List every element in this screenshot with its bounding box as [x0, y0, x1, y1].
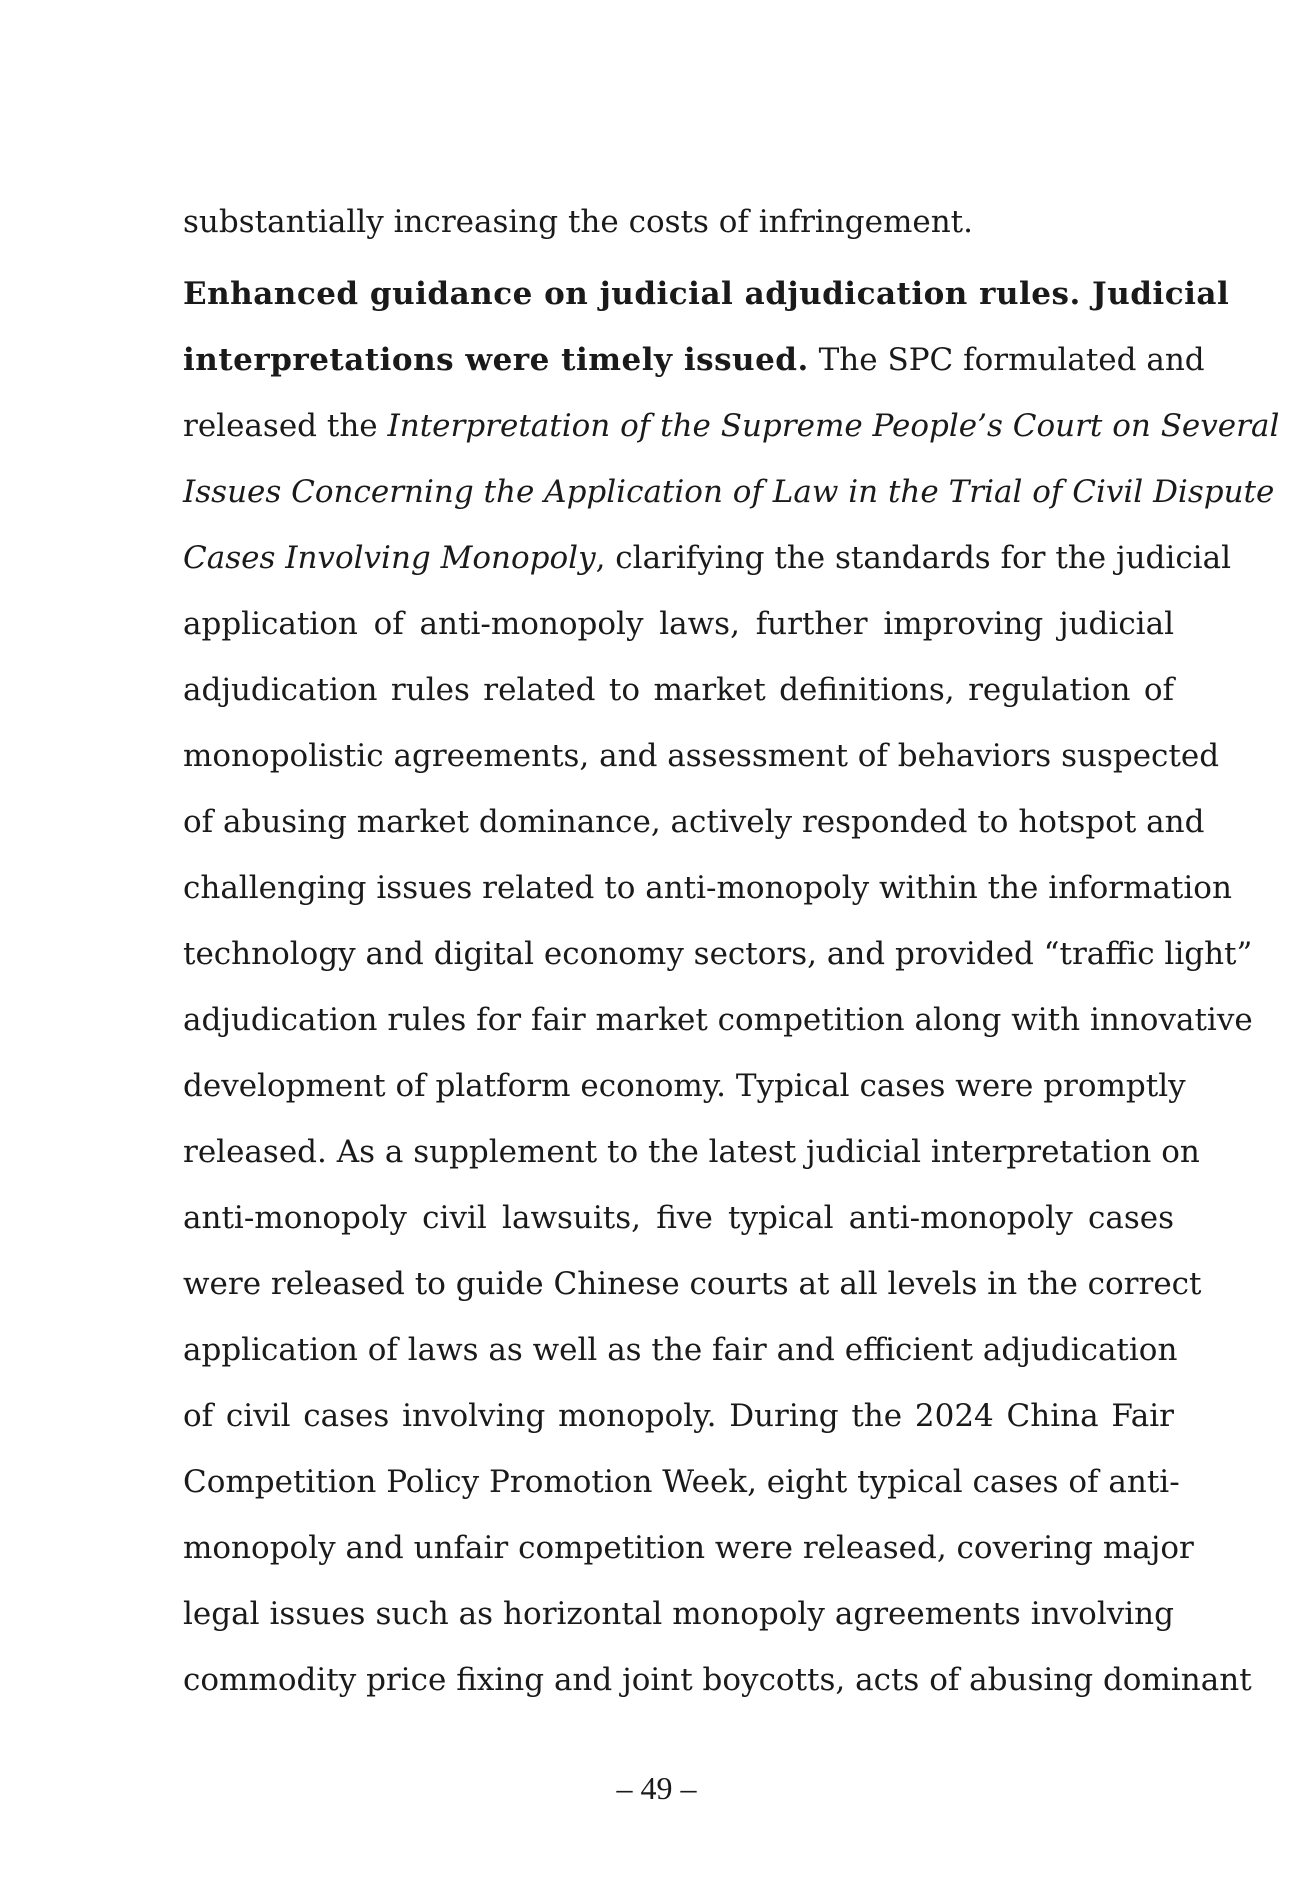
document-title-italic: Issues Concerning the Application of Law in the Trial of Civil Dispute	[183, 474, 1275, 510]
paragraph-line-14: released. As a supplement to the latest judicial interpretation on	[183, 1134, 1200, 1170]
heading-bold-2: interpretations were timely issued.	[183, 342, 809, 378]
paragraph-line-12: adjudication rules for fair market competition along with innovative	[183, 1002, 1253, 1038]
paragraph-line-1	[183, 267, 1230, 333]
heading-bold-1: Enhanced guidance on judicial adjudication rules. Judicial	[183, 276, 1230, 312]
paragraph-line-20: monopoly and unfair competition were released, covering major	[183, 1530, 1194, 1566]
document-title-italic: Interpretation of the Supreme People’s Court on Several	[387, 408, 1280, 444]
paragraph-line-17: application of laws as well as the fair and efficient adjudication	[183, 1332, 1178, 1368]
paragraph-line-8: monopolistic agreements, and assessment of behaviors suspected	[183, 738, 1220, 774]
paragraph-text: , clarifying the standards for the judicial	[595, 540, 1231, 576]
paragraph-line-21: legal issues such as horizontal monopoly agreements involving	[183, 1596, 1174, 1632]
paragraph-line-3	[183, 399, 1280, 465]
document-title-italic: Cases Involving Monopoly	[183, 540, 596, 576]
paragraph-line-22: commodity price fixing and joint boycotts, acts of abusing dominant	[183, 1662, 1252, 1698]
paragraph-line-5	[183, 531, 1231, 597]
paragraph-line-16: were released to guide Chinese courts at all levels in the correct	[183, 1266, 1202, 1302]
paragraph-line-18: of civil cases involving monopoly. During the 2024 China Fair	[183, 1398, 1174, 1434]
paragraph-line-19: Competition Policy Promotion Week, eight typical cases of anti-	[183, 1464, 1180, 1500]
paragraph-line-4	[183, 465, 1275, 531]
paragraph-text: The SPC formulated and	[808, 342, 1205, 378]
paragraph-line-13: development of platform economy. Typical cases were promptly	[183, 1068, 1186, 1104]
paragraph-line-10: challenging issues related to anti-monopoly within the information	[183, 870, 1232, 906]
page-body	[183, 195, 1280, 1719]
paragraph-line-6: application of anti-monopoly laws, further improving judicial	[183, 606, 1174, 642]
paragraph-line-15: anti-monopoly civil lawsuits, five typical anti-monopoly cases	[183, 1200, 1174, 1236]
paragraph-line-11: technology and digital economy sectors, and provided “traffic light”	[183, 936, 1253, 972]
paragraph-text: released the	[183, 408, 388, 444]
carryover-line: substantially increasing the costs of infringement.	[183, 204, 973, 240]
paragraph-line-7: adjudication rules related to market definitions, regulation of	[183, 672, 1174, 708]
paragraph-line-9: of abusing market dominance, actively responded to hotspot and	[183, 804, 1205, 840]
paragraph-line-2	[183, 333, 1205, 399]
page-number: – 49 –	[616, 1770, 697, 1806]
